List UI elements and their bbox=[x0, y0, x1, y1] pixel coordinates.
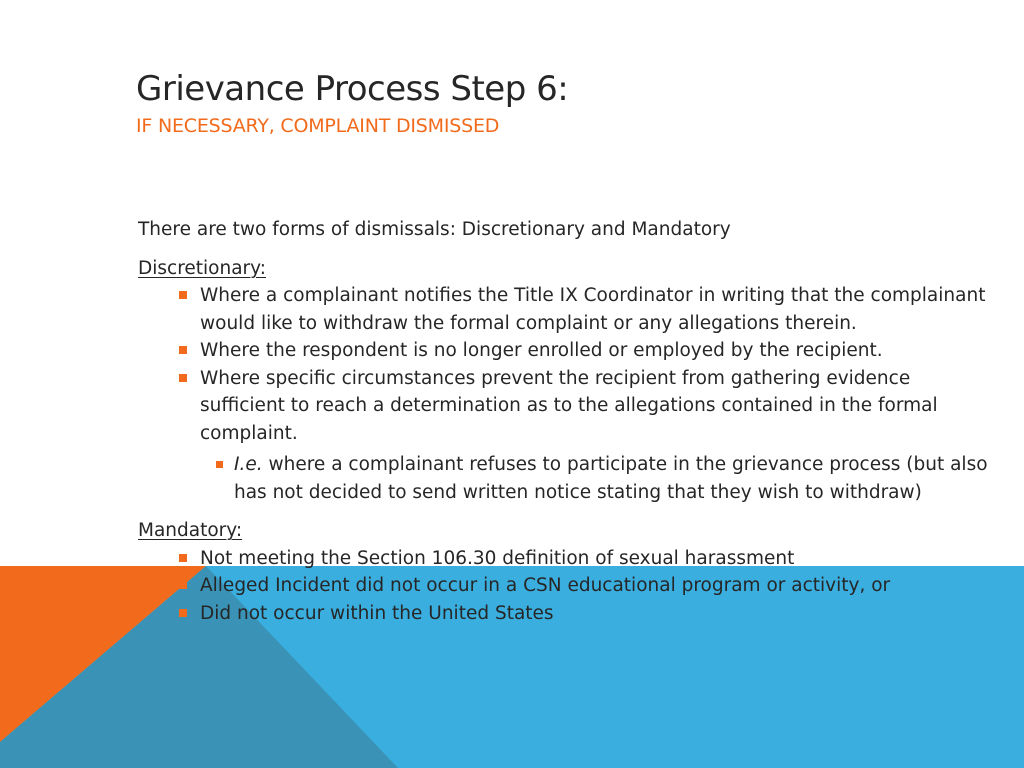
square-bullet-icon bbox=[179, 609, 187, 617]
sub-item-italic: I.e. bbox=[234, 454, 263, 475]
mandatory-heading: Mandatory: bbox=[138, 520, 243, 541]
list-item-text: Alleged Incident did not occur in a CSN educational program or activity, or bbox=[200, 575, 891, 596]
sub-list-item bbox=[138, 451, 998, 506]
list-item bbox=[138, 282, 998, 337]
list-item-text: Where specific circumstances prevent the recipient from gathering evidence sufficient to reach a determination as to the allegations contained in the formal complaint. bbox=[200, 367, 938, 444]
square-bullet-icon bbox=[179, 374, 187, 382]
list-item-text: Where the respondent is no longer enrolled or employed by the recipient. bbox=[200, 340, 883, 361]
intro-text: There are two forms of dismissals: Discretionary and Mandatory bbox=[138, 219, 731, 240]
list-item-text: Did not occur within the United States bbox=[200, 602, 554, 624]
list-item-text: Where a complainant notifies the Title IX Coordinator in writing that the complainant would like to withdraw the formal complaint or any allegations therein. bbox=[200, 285, 986, 334]
discretionary-list bbox=[138, 282, 998, 447]
list-item bbox=[138, 600, 998, 628]
discretionary-heading: Discretionary: bbox=[138, 257, 266, 279]
list-item bbox=[138, 545, 998, 573]
list-item-text: Not meeting the Section 106.30 definition of sexual harassment bbox=[200, 547, 795, 569]
discretionary-sublist bbox=[138, 451, 998, 506]
square-bullet-icon bbox=[179, 581, 187, 589]
square-bullet-icon bbox=[179, 291, 187, 299]
square-bullet-icon bbox=[179, 554, 187, 562]
list-item bbox=[138, 365, 998, 448]
title-block bbox=[136, 66, 568, 140]
sub-item-text: where a complainant refuses to participate in the grievance process (but also has not decided to send written notice stating that they wish to withdraw) bbox=[234, 454, 988, 503]
square-bullet-icon bbox=[179, 346, 187, 354]
slide-subtitle: IF NECESSARY, COMPLAINT DISMISSED bbox=[136, 115, 500, 137]
square-bullet-icon bbox=[216, 461, 223, 468]
list-item bbox=[138, 572, 998, 600]
list-item bbox=[138, 337, 998, 365]
slide-body bbox=[138, 216, 998, 627]
mandatory-list bbox=[138, 545, 998, 628]
slide-title: Grievance Process Step 6: bbox=[136, 69, 569, 109]
